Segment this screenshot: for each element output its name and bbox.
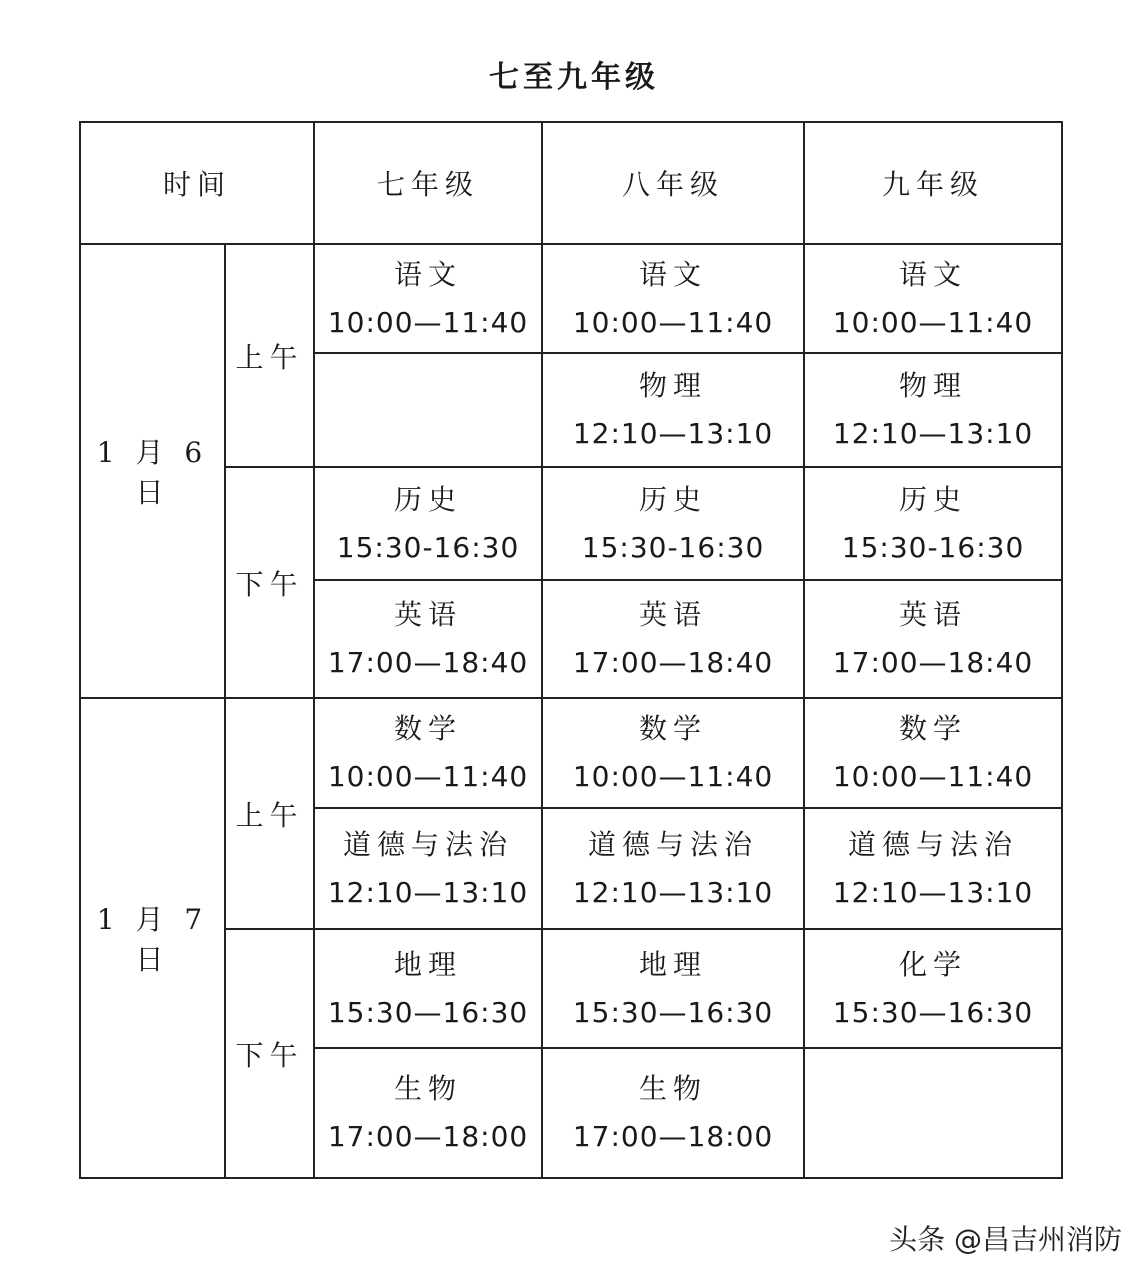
exam-subject: 道德与法治 [848, 827, 1019, 861]
exam-subject: 历史 [899, 482, 968, 516]
exam-subject: 语文 [639, 257, 708, 291]
exam-time: 12:10—13:10 [832, 875, 1034, 909]
exam-cell-empty [804, 1048, 1062, 1178]
exam-time: 10:00—11:40 [327, 760, 529, 793]
exam-cell-empty [314, 353, 542, 467]
exam-cell [542, 1048, 804, 1178]
session-cell: 下午 [225, 467, 314, 698]
exam-cell [804, 698, 1062, 808]
table-row [80, 244, 1062, 353]
exam-cell [542, 698, 804, 808]
exam-subject: 生物 [639, 1072, 708, 1105]
exam-time: 17:00—18:00 [572, 1120, 774, 1153]
session-cell: 下午 [225, 929, 314, 1178]
exam-time: 10:00—11:40 [832, 760, 1034, 793]
exam-subject: 语文 [394, 257, 463, 291]
header-grade-9: 九年级 [804, 122, 1062, 244]
exam-subject: 物理 [639, 369, 708, 402]
exam-subject: 数学 [639, 712, 708, 745]
exam-time: 10:00—11:40 [327, 305, 529, 339]
exam-cell [314, 580, 542, 698]
exam-cell [314, 698, 542, 808]
exam-subject: 历史 [394, 482, 463, 516]
exam-cell [804, 244, 1062, 353]
session-cell: 上午 [225, 698, 314, 929]
table-row [80, 698, 1062, 808]
exam-subject: 英语 [639, 598, 708, 631]
header-time: 时间 [80, 122, 314, 244]
exam-subject: 数学 [899, 712, 968, 745]
page-title: 七至九年级 [489, 60, 659, 95]
exam-subject: 英语 [899, 598, 968, 631]
exam-time: 17:00—18:40 [572, 646, 774, 679]
exam-subject: 道德与法治 [343, 827, 514, 861]
exam-cell [314, 244, 542, 353]
header-grade-7: 七年级 [314, 122, 542, 244]
header-grade-8: 八年级 [542, 122, 804, 244]
exam-subject: 化学 [899, 947, 968, 981]
exam-cell [314, 808, 542, 929]
exam-subject: 道德与法治 [588, 827, 759, 861]
exam-time: 12:10—13:10 [327, 875, 529, 909]
exam-subject: 物理 [899, 369, 968, 402]
exam-time: 17:00—18:40 [327, 646, 529, 679]
exam-time: 10:00—11:40 [832, 305, 1034, 339]
exam-time: 15:30—16:30 [572, 995, 774, 1029]
date-cell: 1 月 6 日 [80, 244, 225, 698]
exam-time: 17:00—18:40 [832, 646, 1034, 679]
exam-cell [542, 353, 804, 467]
exam-time: 17:00—18:00 [327, 1120, 529, 1153]
exam-cell [542, 467, 804, 580]
session-cell: 上午 [225, 244, 314, 467]
exam-cell [542, 580, 804, 698]
exam-cell [804, 467, 1062, 580]
exam-cell [542, 244, 804, 353]
exam-time: 10:00—11:40 [572, 760, 774, 793]
exam-subject: 语文 [899, 257, 968, 291]
exam-time: 15:30-16:30 [336, 530, 520, 564]
exam-subject: 英语 [394, 598, 463, 631]
exam-cell [314, 1048, 542, 1178]
exam-schedule-table [79, 121, 1063, 1179]
exam-subject: 历史 [639, 482, 708, 516]
exam-time: 15:30-16:30 [841, 530, 1025, 564]
exam-time: 12:10—13:10 [832, 417, 1034, 450]
exam-cell [314, 929, 542, 1048]
exam-time: 12:10—13:10 [572, 875, 774, 909]
exam-time: 10:00—11:40 [572, 305, 774, 339]
exam-cell [804, 929, 1062, 1048]
exam-cell [542, 929, 804, 1048]
exam-time: 15:30—16:30 [327, 995, 529, 1029]
exam-subject: 地理 [639, 947, 708, 981]
table-row [80, 467, 1062, 580]
exam-cell [314, 467, 542, 580]
date-cell: 1 月 7 日 [80, 698, 225, 1178]
table-row [80, 929, 1062, 1048]
exam-cell [804, 808, 1062, 929]
exam-subject: 地理 [394, 947, 463, 981]
header-row [80, 122, 1062, 244]
exam-cell [804, 353, 1062, 467]
exam-subject: 生物 [394, 1072, 463, 1105]
exam-subject: 数学 [394, 712, 463, 745]
watermark: 头条 @昌吉州消防 [889, 1223, 1122, 1256]
exam-time: 15:30—16:30 [832, 995, 1034, 1029]
exam-cell [804, 580, 1062, 698]
exam-time: 15:30-16:30 [581, 530, 765, 564]
exam-cell [542, 808, 804, 929]
exam-time: 12:10—13:10 [572, 417, 774, 450]
